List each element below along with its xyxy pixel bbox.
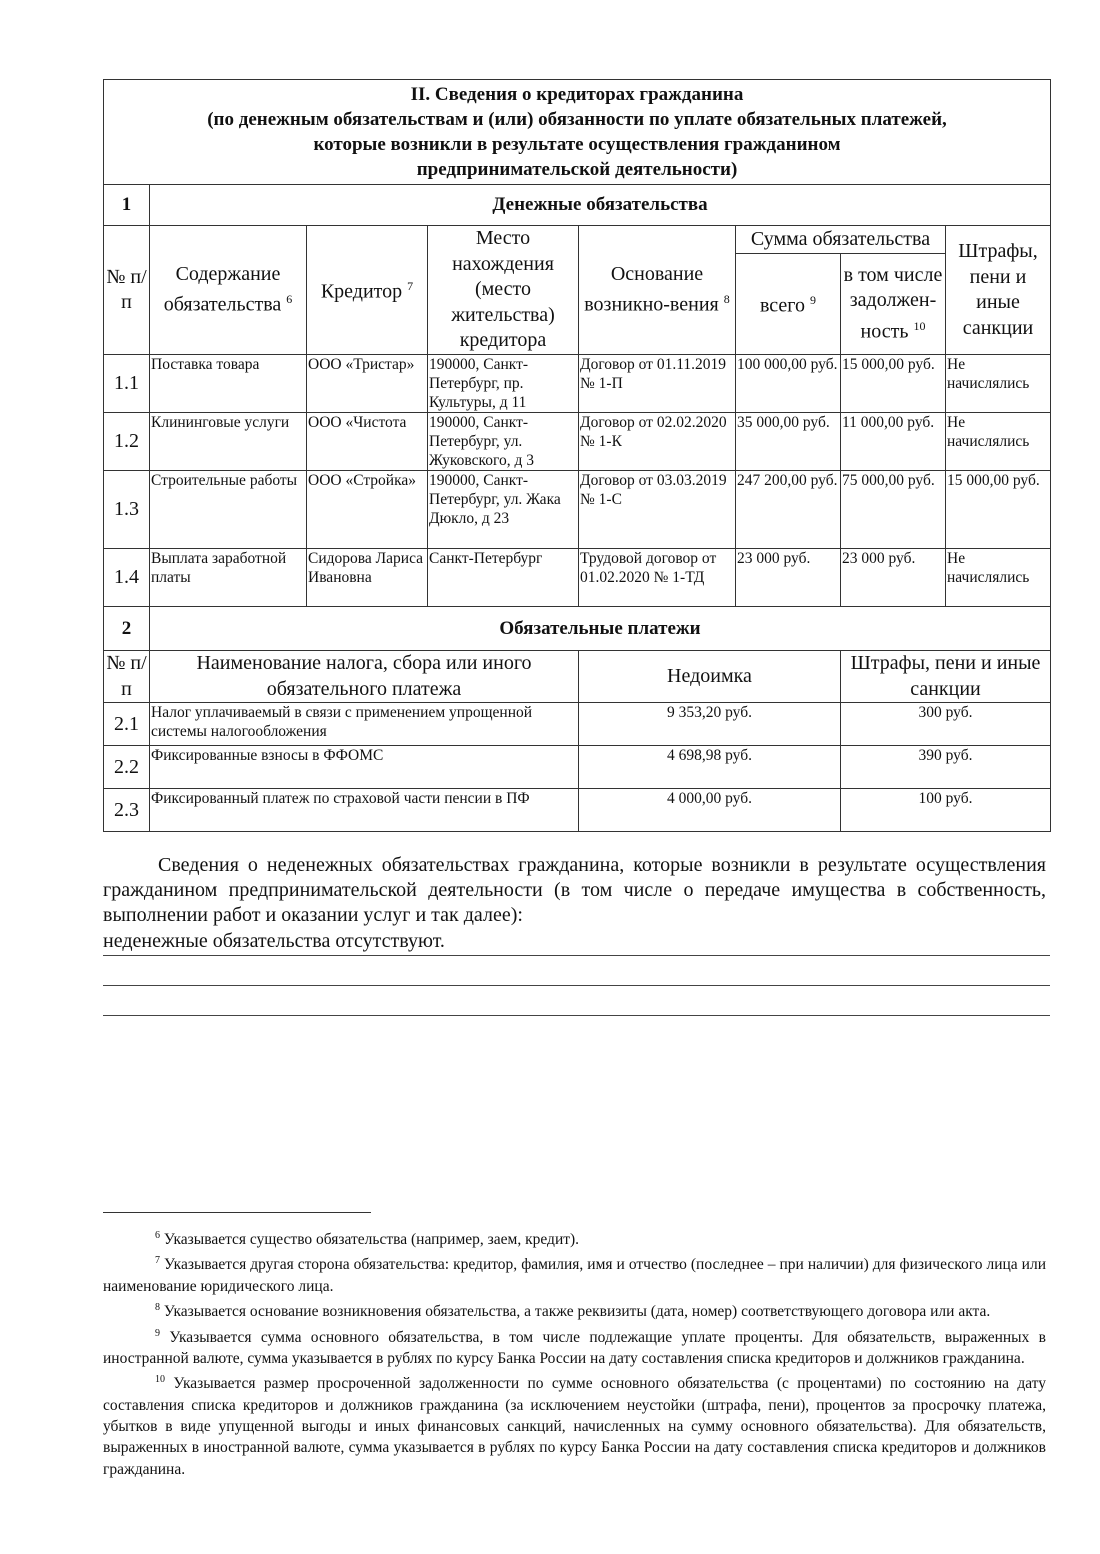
- payments-header-num: № п/п: [104, 651, 150, 703]
- answer-line-2: [103, 985, 1050, 986]
- row-debt: 15 000,00 руб.: [841, 355, 946, 413]
- row-penalties: Не начислялись: [946, 549, 1051, 607]
- row-total: 100 000,00 руб.: [736, 355, 841, 413]
- header-creditor: Кредитор $^7$: [307, 226, 428, 355]
- row-content: Выплата заработной платы: [150, 549, 307, 607]
- row-penalties: 300 руб.: [841, 703, 1051, 746]
- row-number: 2.3: [104, 789, 150, 832]
- creditors-table: [103, 79, 1051, 832]
- section-1-title: Денежные обязательства: [150, 185, 1051, 226]
- row-location: 190000, Санкт-Петербург, ул. Жака Дюкло, д 23: [428, 471, 579, 549]
- footnote-9: $^9$ Указывается сумма основного обязательства, в том числе подлежащие уплате проценты. Для обязательств, выраженных в иностранной валюте, сумма указывается в рублях по курсу Банка России на дату составления списка кредиторов и должников гражданина.: [103, 1327, 1046, 1368]
- payments-header-penalties: Штрафы, пени и иные санкции: [841, 651, 1051, 703]
- row-creditor: ООО «Тристар»: [307, 355, 428, 413]
- row-number: 1.4: [104, 549, 150, 607]
- row-number: 2.2: [104, 746, 150, 789]
- row-penalties: 15 000,00 руб.: [946, 471, 1051, 549]
- header-sum-group: Сумма обязательства: [736, 226, 946, 254]
- header-location: Место нахождения (место жительства) кредитора: [428, 226, 579, 355]
- row-number: 1.1: [104, 355, 150, 413]
- row-creditor: ООО «Чистота: [307, 413, 428, 471]
- row-location: 190000, Санкт-Петербург, пр. Культуры, д 11: [428, 355, 579, 413]
- row-arrears: 4 000,00 руб.: [579, 789, 841, 832]
- row-total: 247 200,00 руб.: [736, 471, 841, 549]
- row-penalties: Не начислялись: [946, 355, 1051, 413]
- row-number: 1.2: [104, 413, 150, 471]
- table-row: [104, 746, 1051, 789]
- answer-line-1: [103, 955, 1050, 956]
- non-monetary-answer: неденежные обязательства отсутствуют.: [103, 930, 445, 952]
- section-2-number: 2: [104, 607, 150, 651]
- payments-header-name: Наименование налога, сбора или иного обязательного платежа: [150, 651, 579, 703]
- row-penalties: 100 руб.: [841, 789, 1051, 832]
- creditors-section: [103, 79, 1050, 832]
- row-location: 190000, Санкт-Петербург, ул. Жуковского, д 3: [428, 413, 579, 471]
- answer-line-3: [103, 1015, 1050, 1016]
- row-payment-name: Фиксированный платеж по страховой части пенсии в ПФ: [150, 789, 579, 832]
- header-total: всего $^9$: [736, 254, 841, 355]
- table-row: [104, 355, 1051, 413]
- row-debt: 11 000,00 руб.: [841, 413, 946, 471]
- row-content: Строительные работы: [150, 471, 307, 549]
- title-line-3: которые возникли в результате осуществления гражданином: [313, 134, 841, 155]
- row-basis: Договор от 02.02.2020 № 1-К: [579, 413, 736, 471]
- row-location: Санкт-Петербург: [428, 549, 579, 607]
- table-row: [104, 703, 1051, 746]
- row-number: 1.3: [104, 471, 150, 549]
- section-1-number: 1: [104, 185, 150, 226]
- footnote-7: $^7$ Указывается другая сторона обязательства: кредитор, фамилия, имя и отчество (последнее – при наличии) для физического лица или наименование юридического лица.: [103, 1255, 1047, 1295]
- header-basis: Основание возникно-вения $^8$: [579, 226, 736, 355]
- title-line-1: II. Сведения о кредиторах гражданина: [410, 84, 744, 105]
- row-total: 23 000 руб.: [736, 549, 841, 607]
- table-row: [104, 413, 1051, 471]
- row-basis: Договор от 01.11.2019 № 1-П: [579, 355, 736, 413]
- row-total: 35 000,00 руб.: [736, 413, 841, 471]
- row-debt: 75 000,00 руб.: [841, 471, 946, 549]
- footnote-8: $^8$ Указывается основание возникновения обязательства, а также реквизиты (дата, номер) соответствующего договора или акта.: [155, 1302, 991, 1321]
- footnote-6: $^6$ Указывается существо обязательства (например, заем, кредит).: [155, 1230, 580, 1249]
- footnote-separator: [103, 1212, 371, 1213]
- row-basis: Договор от 03.03.2019 № 1-С: [579, 471, 736, 549]
- row-penalties: 390 руб.: [841, 746, 1051, 789]
- row-arrears: 4 698,98 руб.: [579, 746, 841, 789]
- title-line-4: предпринимательской деятельности): [416, 159, 738, 180]
- row-payment-name: Налог уплачиваемый в связи с применением упрощенной системы налогообложения: [150, 703, 579, 746]
- table-row: [104, 549, 1051, 607]
- footnotes: [103, 1225, 1046, 1480]
- header-content: Содержание обязательства $^6$: [150, 226, 307, 355]
- row-number: 2.1: [104, 703, 150, 746]
- payments-header-arrears: Недоимка: [579, 651, 841, 703]
- section-2-title: Обязательные платежи: [150, 607, 1051, 651]
- row-penalties: Не начислялись: [946, 413, 1051, 471]
- header-penalties: Штрафы, пени и иные санкции: [946, 226, 1051, 355]
- row-payment-name: Фиксированные взносы в ФФОМС: [150, 746, 579, 789]
- row-creditor: Сидорова Лариса Ивановна: [307, 549, 428, 607]
- section-title: [104, 80, 1051, 185]
- footnote-10: $^{10}$ Указывается размер просроченной задолженности по сумме основного обязательства (с процентами) по состоянию на дату составления списка кредиторов и должников гражданина (за исключением неустойки (штрафа, пени), процентов за просрочку платежа, убытков в виде упущенной выгоды и иных финансовых санкций, начисленных на сумму основного обязательства). Для обязательств, выраженных в иностранной валюте, сумма указывается в рублях по курсу Банка России на дату составления списка кредиторов и должников гражданина.: [103, 1374, 1047, 1478]
- non-monetary-text: Сведения о неденежных обязательствах гражданина, которые возникли в результате осуществления гражданином предпринимательской деятельности (в том числе о передаче имущества в собственность, выполнении работ и оказании услуг и так далее):: [103, 854, 1046, 926]
- row-creditor: ООО «Стройка»: [307, 471, 428, 549]
- row-arrears: 9 353,20 руб.: [579, 703, 841, 746]
- table-row: [104, 789, 1051, 832]
- row-debt: 23 000 руб.: [841, 549, 946, 607]
- row-basis: Трудовой договор от 01.02.2020 № 1-ТД: [579, 549, 736, 607]
- header-debt: в том числе задолжен-ность $^{10}$: [841, 254, 946, 355]
- header-num: № п/п: [104, 226, 150, 355]
- row-content: Поставка товара: [150, 355, 307, 413]
- row-content: Клининговые услуги: [150, 413, 307, 471]
- non-monetary-paragraph: [103, 853, 1046, 928]
- table-row: [104, 471, 1051, 549]
- title-line-2: (по денежным обязательствам и (или) обязанности по уплате обязательных платежей,: [207, 109, 947, 130]
